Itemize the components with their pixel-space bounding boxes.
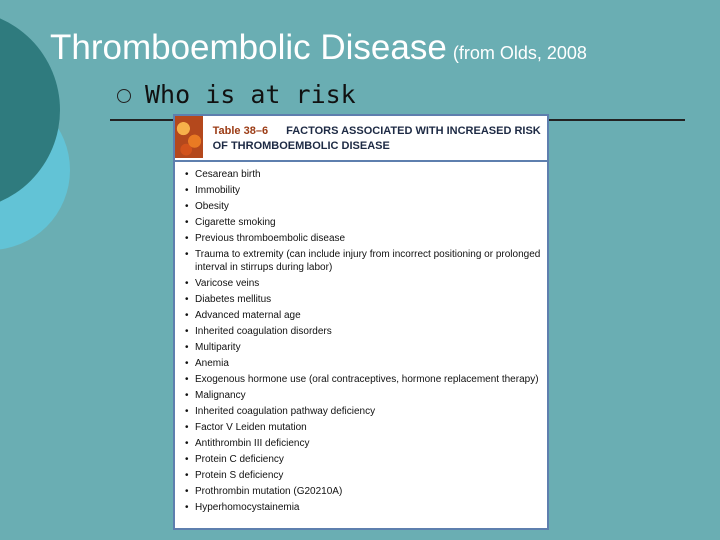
factor-list <box>175 162 547 514</box>
factor-item: • Factor V Leiden mutation <box>185 421 541 434</box>
bullet-text: Who is at risk <box>145 80 356 109</box>
factor-item: • Advanced maternal age <box>185 309 541 322</box>
slide-title-main: Thromboembolic Disease <box>50 28 447 67</box>
factor-item: • Trauma to extremity (can include injury from incorrect positioning or prolonged interval in stirrups during labor) <box>185 248 541 274</box>
factor-item: • Cigarette smoking <box>185 216 541 229</box>
factor-item: • Hyperhomocystainemia <box>185 501 541 514</box>
factor-item: • Malignancy <box>185 389 541 402</box>
factor-item: • Cesarean birth <box>185 168 541 181</box>
factor-item: • Antithrombin III deficiency <box>185 437 541 450</box>
factor-item: • Obesity <box>185 200 541 213</box>
factor-item: • Exogenous hormone use (oral contraceptives, hormone replacement therapy) <box>185 373 541 386</box>
factor-item: • Protein C deficiency <box>185 453 541 466</box>
factor-item: • Inherited coagulation pathway deficiency <box>185 405 541 418</box>
factor-item: • Previous thromboembolic disease <box>185 232 541 245</box>
factor-item: • Diabetes mellitus <box>185 293 541 306</box>
table-title-block <box>203 116 547 154</box>
factor-item: • Multiparity <box>185 341 541 354</box>
table-number: Table 38–6 <box>212 125 269 137</box>
factor-item: • Prothrombin mutation (G20210A) <box>185 485 541 498</box>
table-header <box>175 116 547 162</box>
factor-item: • Anemia <box>185 357 541 370</box>
factor-item: • Varicose veins <box>185 277 541 290</box>
table-title: FACTORS ASSOCIATED WITH INCREASED RISK OF THROMBOEMBOLIC DISEASE <box>212 125 541 152</box>
factor-item: • Protein S deficiency <box>185 469 541 482</box>
table-header-image <box>175 116 203 158</box>
risk-factors-table <box>173 114 549 530</box>
bullet-item <box>117 80 356 109</box>
factor-item: • Inherited coagulation disorders <box>185 325 541 338</box>
factor-item: • Immobility <box>185 184 541 197</box>
slide-title-source: (from Olds, 2008 <box>452 43 587 63</box>
slide-title <box>50 28 587 68</box>
hollow-circle-bullet-icon <box>117 89 131 103</box>
